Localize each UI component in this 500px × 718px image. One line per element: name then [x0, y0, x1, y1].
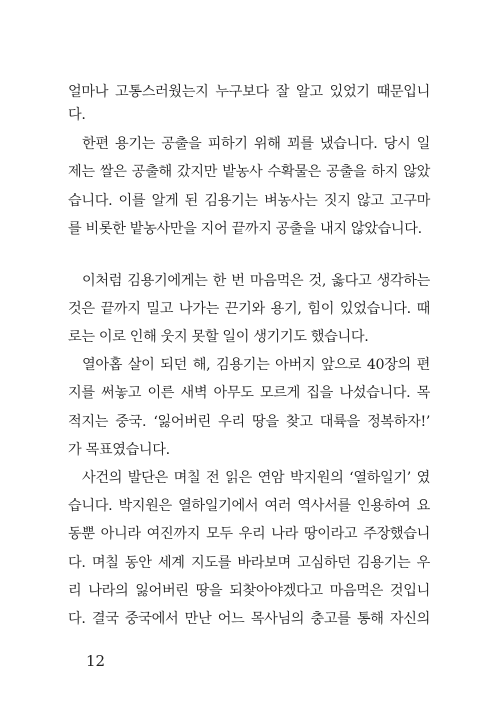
text-line: 습니다. 이를 알게 된 김용기는 벼농사는 짓지 않고 고구마	[68, 193, 430, 209]
text-line: 것은 끝까지 밀고 나가는 끈기와 용기, 힘이 있었습니다. 때	[68, 301, 430, 317]
text-line: 동뿐 아니라 여진까지 모두 우리 나라 땅이라고 주장했습니	[68, 526, 430, 542]
text-line: 리 나라의 잃어버린 땅을 되찾아야겠다고 마음먹은 것입니	[68, 583, 430, 599]
paragraph-first-line: 이처럼 김용기에게는 한 번 마음먹은 것, 옳다고 생각하는	[82, 273, 430, 289]
page-number: 12	[86, 652, 106, 670]
text-line: 가 목표였습니다.	[68, 442, 170, 458]
paragraph-first-line: 한편 용기는 공출을 피하기 위해 꾀를 냈습니다. 당시 일	[82, 136, 430, 152]
text-line: 지를 써놓고 이른 새벽 아무도 모르게 집을 나섰습니다. 목	[68, 385, 430, 401]
text-line: 를 비롯한 밭농사만을 지어 끝까지 공출을 내지 않았습니다.	[68, 221, 422, 237]
text-line: 얼마나 고통스러웠는지 누구보다 잘 알고 있었기 때문입니	[68, 84, 430, 100]
text-line: 로는 이로 인해 웃지 못할 일이 생기기도 했습니다.	[68, 329, 369, 345]
text-line: 적지는 중국. ‘잃어버린 우리 땅을 찾고 대륙을 정복하자!’	[68, 414, 430, 430]
text-line: 습니다. 박지원은 열하일기에서 여러 역사서를 인용하여 요	[68, 498, 430, 514]
paragraph-first-line: 열아홉 살이 되던 해, 김용기는 아버지 앞으로 40장의 편	[82, 357, 430, 373]
text-line: 제는 쌀은 공출해 갔지만 밭농사 수확물은 공출을 하지 않았	[68, 164, 430, 180]
text-line: 다. 결국 중국에서 만난 어느 목사님의 충고를 통해 자신의	[68, 611, 430, 627]
paragraph-first-line: 사건의 발단은 며칠 전 읽은 연암 박지원의 ‘열하일기’ 였	[82, 470, 430, 486]
text-line: 다.	[68, 107, 86, 123]
text-line: 다. 며칠 동안 세계 지도를 바라보며 고심하던 김용기는 우	[68, 555, 430, 571]
